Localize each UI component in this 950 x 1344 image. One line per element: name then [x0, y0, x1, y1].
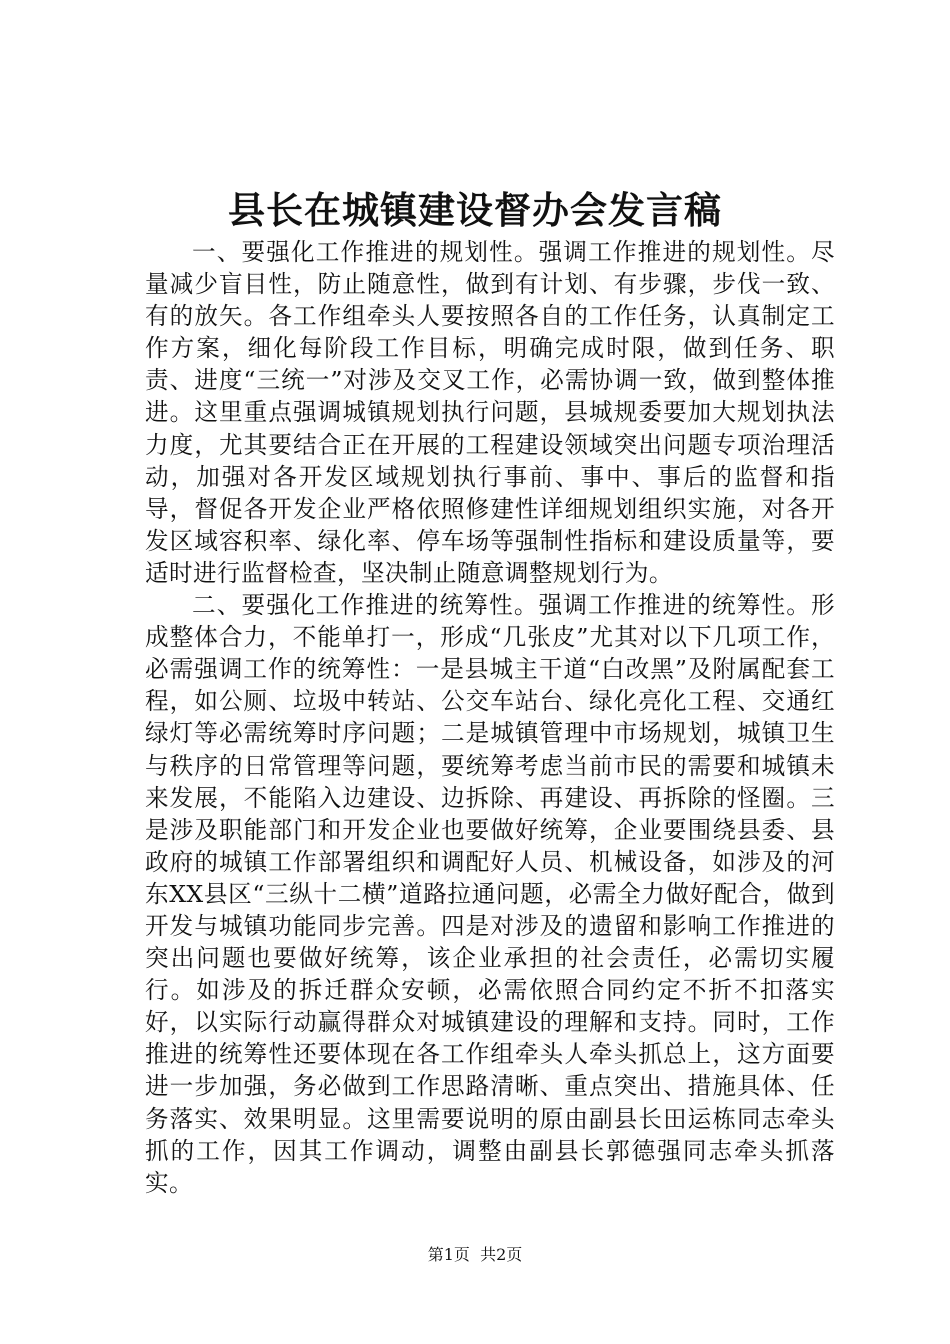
paragraph-coordination: 二、要强化工作推进的统筹性。强调工作推进的统筹性。形成整体合力，不能单打一，形成“几张皮”尤其对以下几项工作，必需强调工作的统筹性：一是县城主干道“白改黑”及附属配套工程，如公厕、垃圾中转站、公交车站台、绿化亮化工程、交通红绿灯等必需统筹时序问题；二是城镇管理中市场规划，城镇卫生与秩序的日常管理等问题，要统筹考虑当前市民的需要和城镇未来发展，不能陷入边建设、边拆除、再建设、再拆除的怪圈。三是涉及职能部门和开发企业也要做好统筹，企业要围绕县委、县政府的城镇工作部署组织和调配好人员、机械设备，如涉及的河东XX县区“三纵十二横”道路拉通问题，必需全力做好配合，做到开发与城镇功能同步完善。四是对涉及的遗留和影响工作推进的突出问题也要做好统筹，该企业承担的社会责任，必需切实履行。如涉及的拆迁群众安顿，必需依照合同约定不折不扣落实好，以实际行动赢得群众对城镇建设的理解和支持。同时，工作推进的统筹性还要体现在各工作组牵头人牵头抓总上，这方面要进一步加强，务必做到工作思路清晰、重点突出、措施具体、任务落实、效果明显。这里需要说明的原由副县长田运栋同志牵头抓的工作，因其工作调动，调整由副县长郭德强同志牵头抓落实。 — [145, 591, 835, 1197]
page-number-total: 共2页 — [480, 1245, 523, 1264]
paragraph-planning: 一、要强化工作推进的规划性。强调工作推进的规划性。尽量减少盲目性，防止随意性，做到有计划、有步骤，步伐一致、有的放矢。各工作组牵头人要按照各自的工作任务，认真制定工作方案，细化每阶段工作目标，明确完成时限，做到任务、职责、进度“三统一”对涉及交叉工作，必需协调一致，做到整体推进。这里重点强调城镇规划执行问题，县城规委要加大规划执法力度，尤其要结合正在开展的工程建设领域突出问题专项治理活动，加强对各开发区域规划执行事前、事中、事后的监督和指导，督促各开发企业严格依照修建性详细规划组织实施，对各开发区域容积率、绿化率、停车场等强制性指标和建设质量等，要适时进行监督检查，坚决制止随意调整规划行为。 — [145, 238, 835, 587]
document-body — [145, 236, 835, 1199]
page-number-current: 第1页 — [427, 1245, 470, 1264]
footer-separator — [470, 1245, 480, 1264]
page-footer — [0, 1244, 950, 1266]
document-title: 县长在城镇建设督办会发言稿 — [228, 188, 722, 232]
